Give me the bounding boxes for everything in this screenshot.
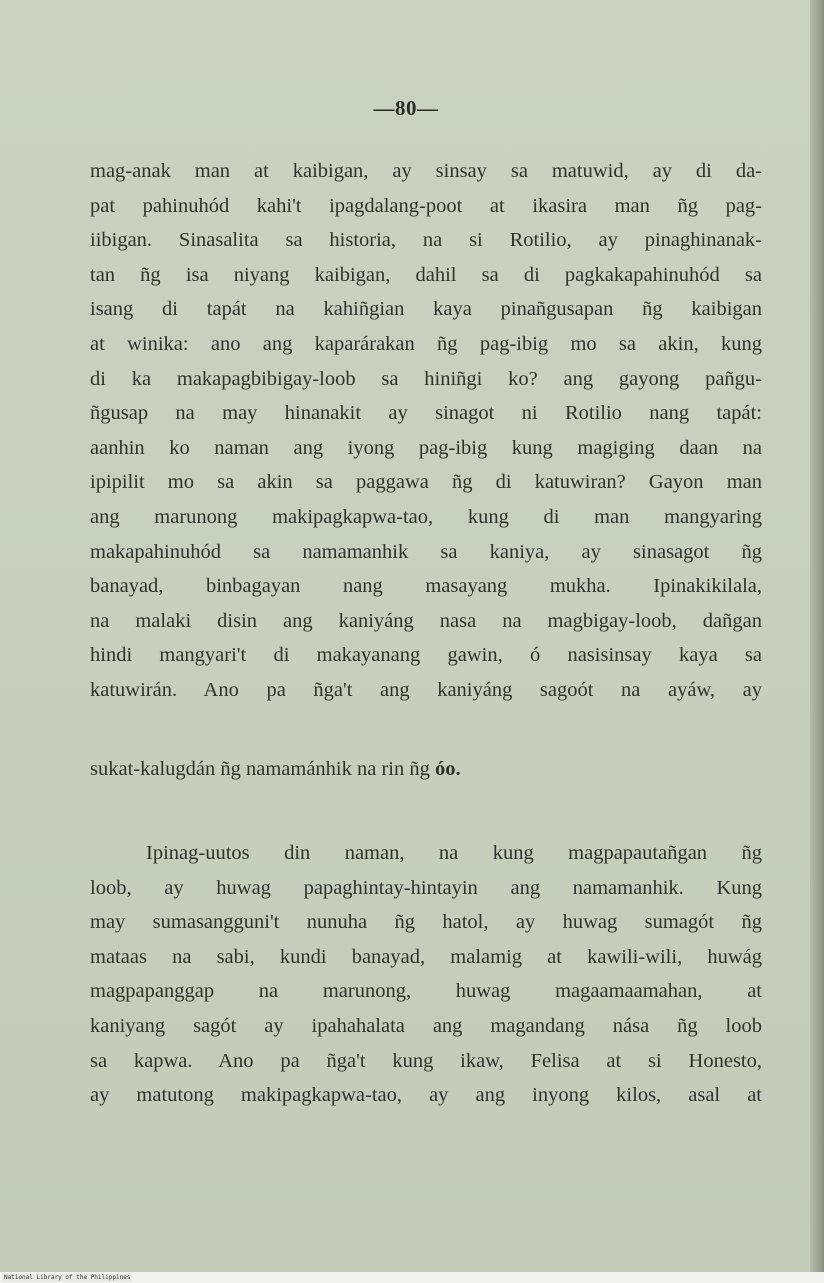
text-line: may sumasangguni't nunuha ñg hatol, ay huwag sumagót ñg (90, 911, 762, 934)
text-line: na malaki disin ang kaniyáng nasa na magbigay-loob, dañgan (90, 609, 762, 632)
page-edge-shadow (810, 0, 824, 1272)
text-line: isang di tapát na kahiñgian kaya pinañgusapan ñg kaibigan (90, 298, 762, 321)
text-line (90, 752, 762, 787)
text-line: ñgusap na may hinanakit ay sinagot ni Rotilio nang tapát: (90, 402, 762, 425)
text-line: hindi mangyari't di makayanang gawin, ó nasisinsay kaya sa (90, 644, 762, 667)
text-line: mag-anak man at kaibigan, ay sinsay sa matuwid, ay di da- (90, 160, 762, 182)
text-line: ang marunong makipagkapwa-tao, kung di man mangyaring (90, 505, 762, 528)
text-line: aanhin ko naman ang iyong pag-ibig kung magiging daan na (90, 436, 762, 459)
text-line: tan ñg isa niyang kaibigan, dahil sa di pagkakapahinuhód sa (90, 263, 762, 286)
text-segment: sukat-kalugdán ñg namamánhik na rin ñg (90, 758, 430, 780)
paragraph-1-last-line (90, 752, 762, 787)
text-line: ipipilit mo sa akin sa paggawa ñg di katuwiran? Gayon man (90, 471, 762, 494)
text-line: banayad, binbagayan nang masayang mukha. Ipinakikilala, (90, 575, 762, 598)
page-number: —80— (373, 96, 439, 120)
paragraph-2 (90, 836, 762, 1113)
text-line: katuwirán. Ano pa ñga't ang kaniyáng sagoót na ayáw, ay (90, 678, 762, 701)
text-line: Ipinag-uutos din naman, na kung magpapautañgan ñg (146, 842, 762, 864)
text-line: ay matutong makipagkapwa-tao, ay ang inyong kilos, asal at (90, 1084, 762, 1107)
text-line: pat pahinuhód kahi't ipagdalang-poot at ikasira man ñg pag- (90, 194, 762, 217)
text-line: mataas na sabi, kundi banayad, malamig at kawili-wili, huwág (90, 945, 762, 968)
paragraph-1 (90, 154, 762, 708)
text-line: iibigan. Sinasalita sa historia, na si Rotilio, ay pinaghinanak- (90, 229, 762, 252)
text-line: sa kapwa. Ano pa ñga't kung ikaw, Felisa at si Honesto, (90, 1049, 762, 1072)
text-line: di ka makapagbibigay-loob sa hiniñgi ko? ang gayong pañgu- (90, 367, 762, 390)
emphasized-word: óo. (435, 758, 461, 780)
text-line: magpapanggap na marunong, huwag magaamaamahan, at (90, 980, 762, 1003)
text-line: at winika: ano ang kaparárakan ñg pag-ibig mo sa akin, kung (90, 332, 762, 355)
text-line: makapahinuhód sa namamanhik sa kaniya, ay sinasagot ñg (90, 540, 762, 563)
text-line: loob, ay huwag papaghintay-hintayin ang namamanhik. Kung (90, 876, 762, 899)
library-stamp: National Library of the Philippines (4, 1274, 131, 1281)
text-line: kaniyang sagót ay ipahahalata ang magandang nása ñg loob (90, 1014, 762, 1037)
